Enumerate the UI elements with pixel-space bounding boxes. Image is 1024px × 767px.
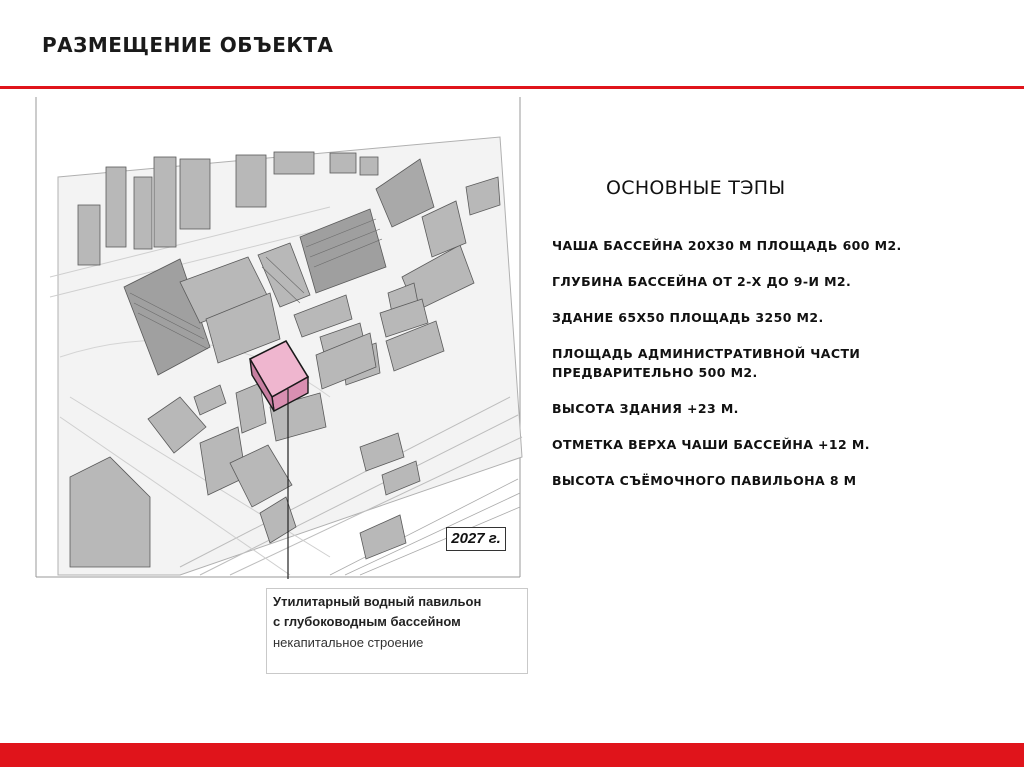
callout-title-line2: с глубоководным бассейном — [273, 614, 461, 629]
tep-item: ПЛОЩАДЬ АДМИНИСТРАТИВНОЙ ЧАСТИ ПРЕДВАРИТЕЛЬНО 500 М2. — [552, 346, 861, 380]
year-label: 2027 г. — [446, 527, 506, 551]
tep-item: ОТМЕТКА ВЕРХА ЧАШИ БАССЕЙНА +12 М. — [552, 437, 870, 452]
tep-item: ЗДАНИЕ 65Х50 ПЛОЩАДЬ 3250 М2. — [552, 310, 824, 325]
tep-item: ВЫСОТА ЗДАНИЯ +23 М. — [552, 401, 739, 416]
site-plan-map — [30, 97, 526, 579]
bottom-accent-bar — [0, 743, 1024, 767]
map-callout — [266, 588, 528, 674]
page-title: РАЗМЕЩЕНИЕ ОБЪЕКТА — [42, 33, 334, 57]
tep-item: ГЛУБИНА БАССЕЙНА ОТ 2-Х ДО 9-И М2. — [552, 274, 852, 289]
callout-subtitle: некапитальное строение — [273, 635, 424, 650]
callout-title-line1: Утилитарный водный павильон — [273, 594, 482, 609]
teps-heading: ОСНОВНЫЕ ТЭПЫ — [606, 177, 786, 199]
tep-item: ВЫСОТА СЪЁМОЧНОГО ПАВИЛЬОНА 8 М — [552, 473, 857, 488]
tep-item: ЧАША БАССЕЙНА 20Х30 М ПЛОЩАДЬ 600 М2. — [552, 238, 902, 253]
top-accent-rule — [0, 86, 1024, 89]
teps-list — [552, 236, 992, 507]
